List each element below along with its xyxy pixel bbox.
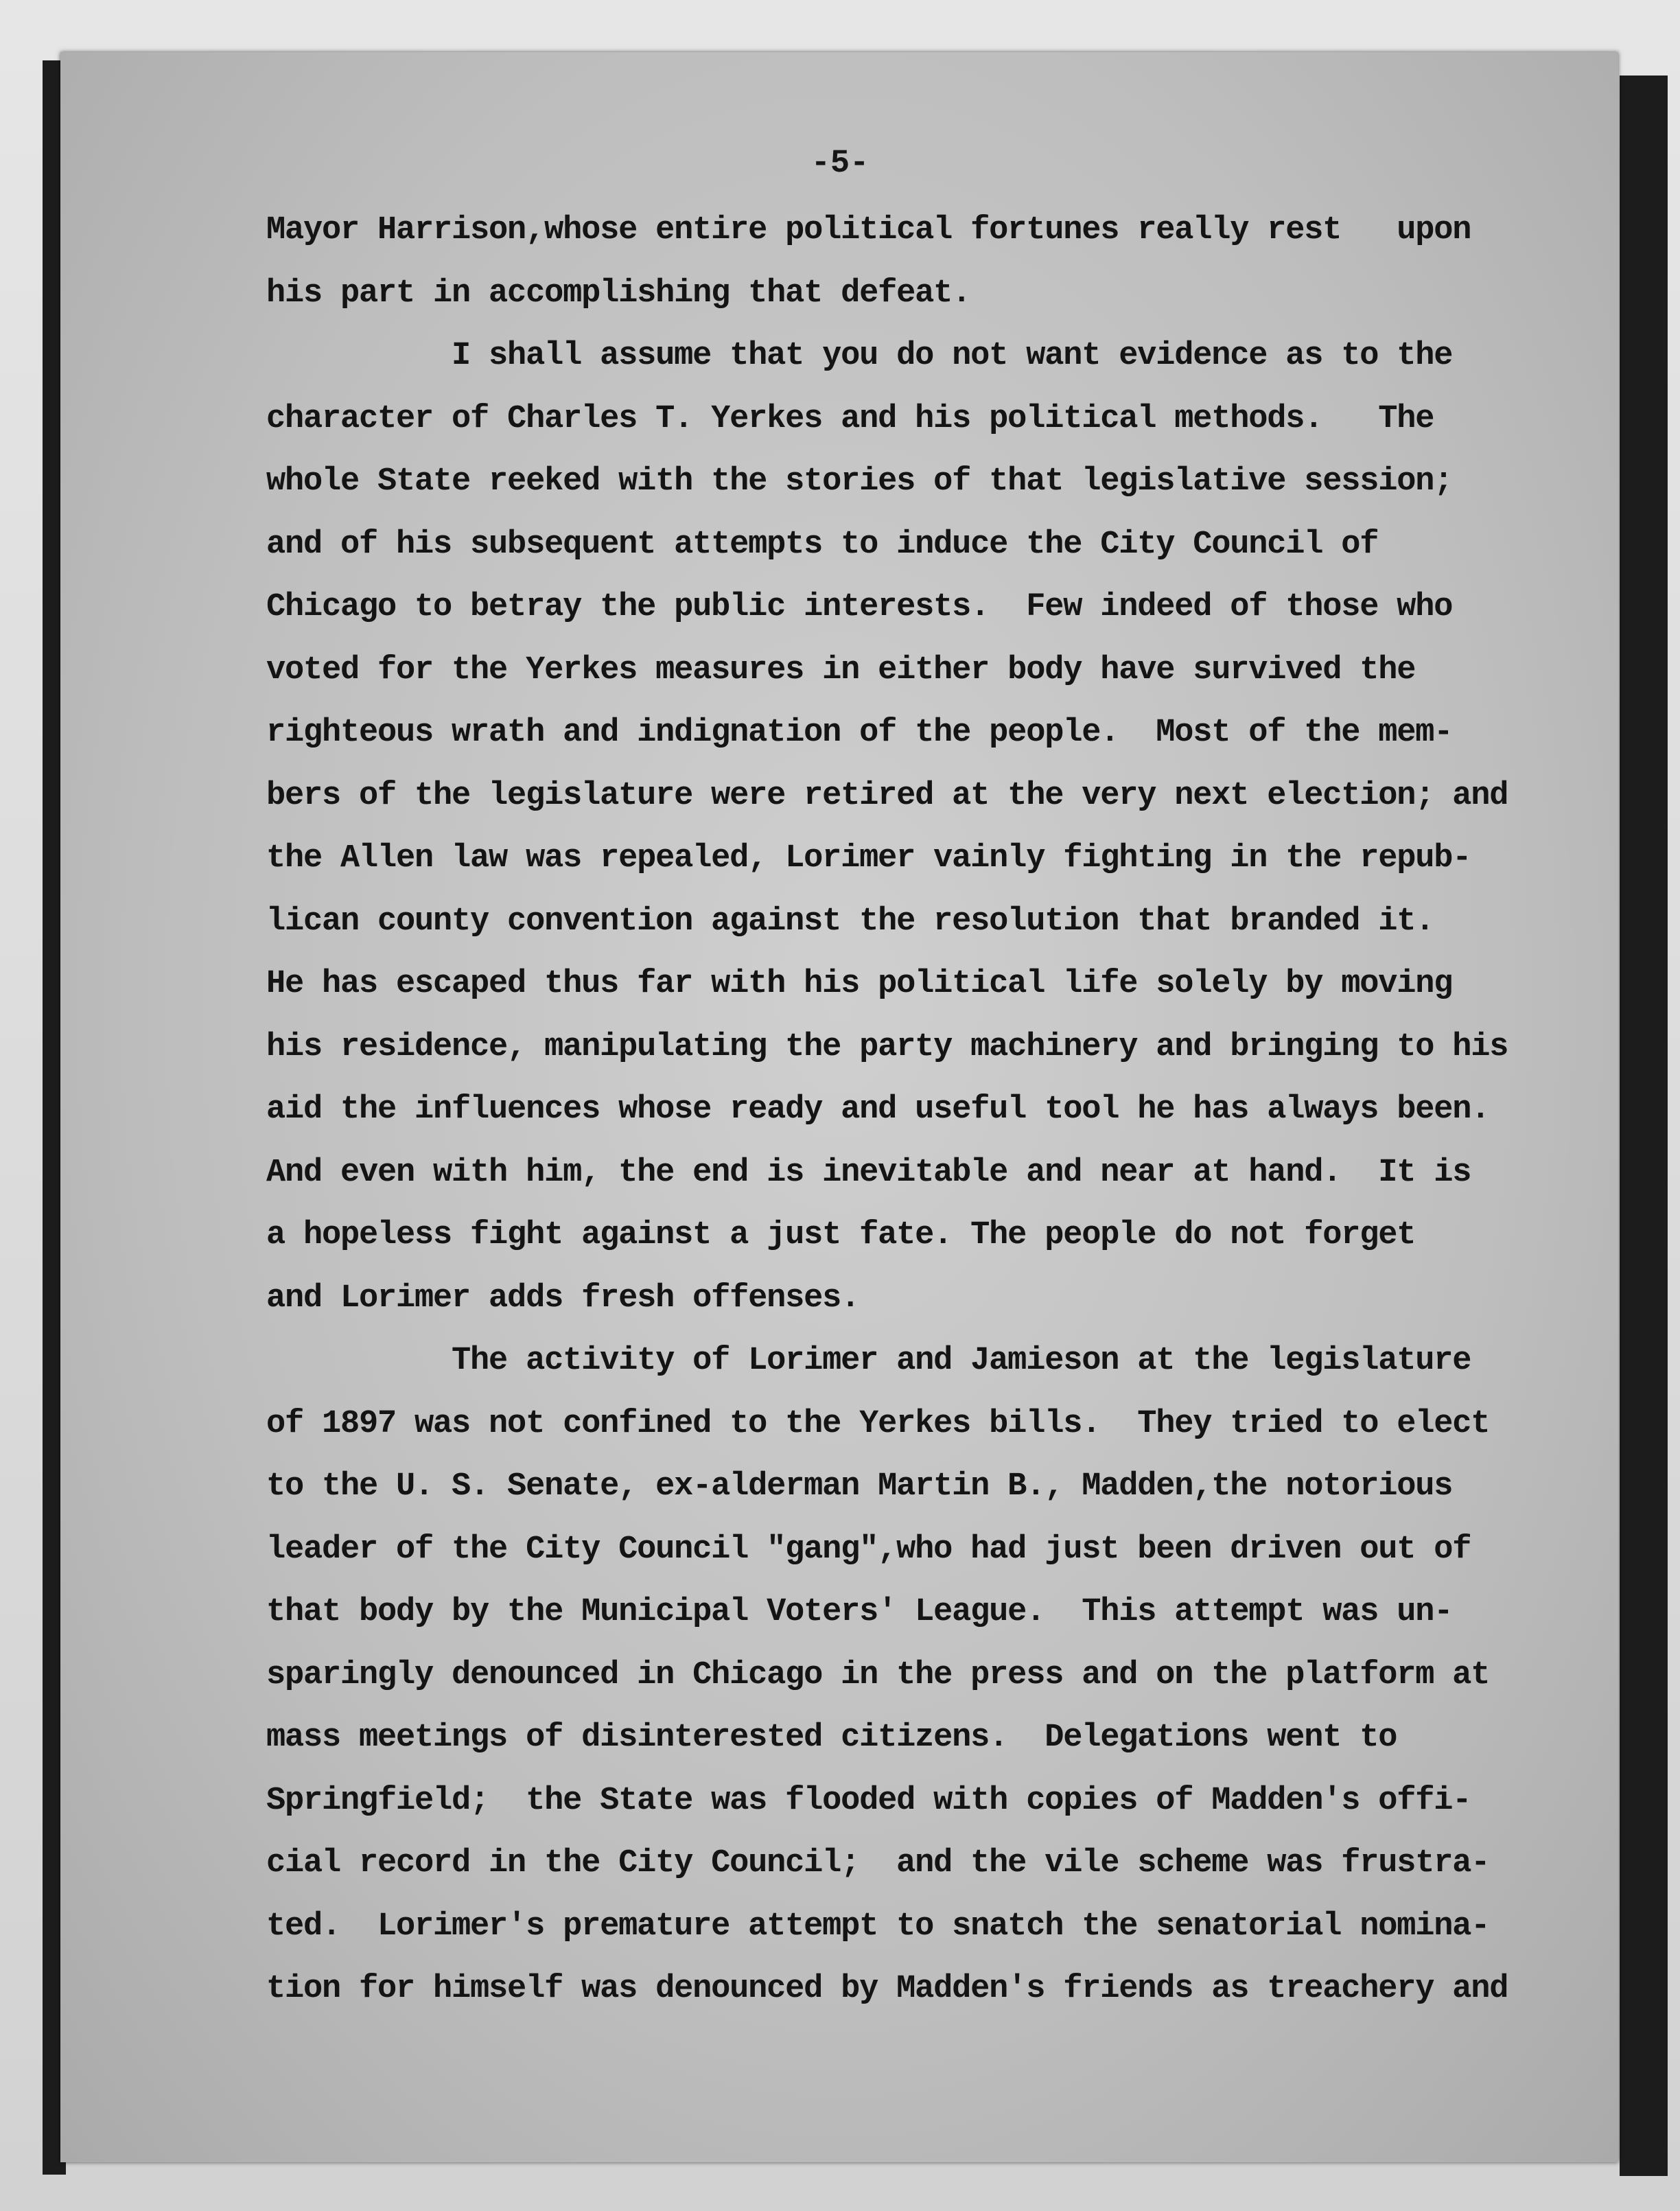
text-line: and of his subsequent attempts to induce the City Council of xyxy=(266,526,1379,563)
text-line: tion for himself was denounced by Madden's friends as treachery and xyxy=(266,1971,1508,2007)
text-line: to the U. S. Senate, ex-alderman Martin B., Madden,the notorious xyxy=(266,1468,1453,1505)
page-number: -5- xyxy=(810,146,870,182)
text-line: the Allen law was repealed, Lorimer vainly fighting in the repub- xyxy=(266,840,1471,877)
text-line: And even with him, the end is inevitable and near at hand. It is xyxy=(266,1154,1471,1191)
text-line: I shall assume that you do not want evidence as to the xyxy=(266,338,1453,374)
text-line: a hopeless fight against a just fate. The people do not forget xyxy=(266,1217,1416,1253)
text-line: ted. Lorimer's premature attempt to snatch the senatorial nomina- xyxy=(266,1908,1490,1945)
text-line: and Lorimer adds fresh offenses. xyxy=(266,1280,860,1317)
text-line: character of Charles T. Yerkes and his political methods. The xyxy=(266,400,1434,437)
text-line: He has escaped thus far with his political life solely by moving xyxy=(266,966,1453,1002)
text-line: his part in accomplishing that defeat. xyxy=(266,275,971,312)
right-shadow-strip xyxy=(1620,76,1668,2176)
text-line: his residence, manipulating the party machinery and bringing to his xyxy=(266,1028,1508,1065)
text-line: bers of the legislature were retired at the very next election; and xyxy=(266,777,1508,814)
text-line: voted for the Yerkes measures in either body have survived the xyxy=(266,651,1416,688)
text-line: cial record in the City Council; and the vile scheme was frustra- xyxy=(266,1845,1490,1882)
text-line: sparingly denounced in Chicago in the press and on the platform at xyxy=(266,1656,1490,1693)
text-line: Mayor Harrison,whose entire political fortunes really rest upon xyxy=(266,212,1471,248)
text-line: Chicago to betray the public interests. Few indeed of those who xyxy=(266,589,1453,625)
text-line: The activity of Lorimer and Jamieson at the legislature xyxy=(266,1343,1471,1379)
text-line: leader of the City Council "gang",who had just been driven out of xyxy=(266,1531,1471,1568)
body-text xyxy=(266,199,1536,2021)
text-line: righteous wrath and indignation of the people. Most of the mem- xyxy=(266,715,1453,751)
text-line: Springfield; the State was flooded with copies of Madden's offi- xyxy=(266,1782,1471,1819)
text-line: of 1897 was not confined to the Yerkes bills. They tried to elect xyxy=(266,1405,1490,1442)
text-line: that body by the Municipal Voters' League. This attempt was un- xyxy=(266,1594,1453,1630)
text-line: whole State reeked with the stories of that legislative session; xyxy=(266,463,1453,500)
text-line: mass meetings of disinterested citizens. Delegations went to xyxy=(266,1720,1397,1756)
text-line: aid the influences whose ready and useful tool he has always been. xyxy=(266,1091,1490,1128)
text-line: lican county convention against the resolution that branded it. xyxy=(266,903,1434,940)
